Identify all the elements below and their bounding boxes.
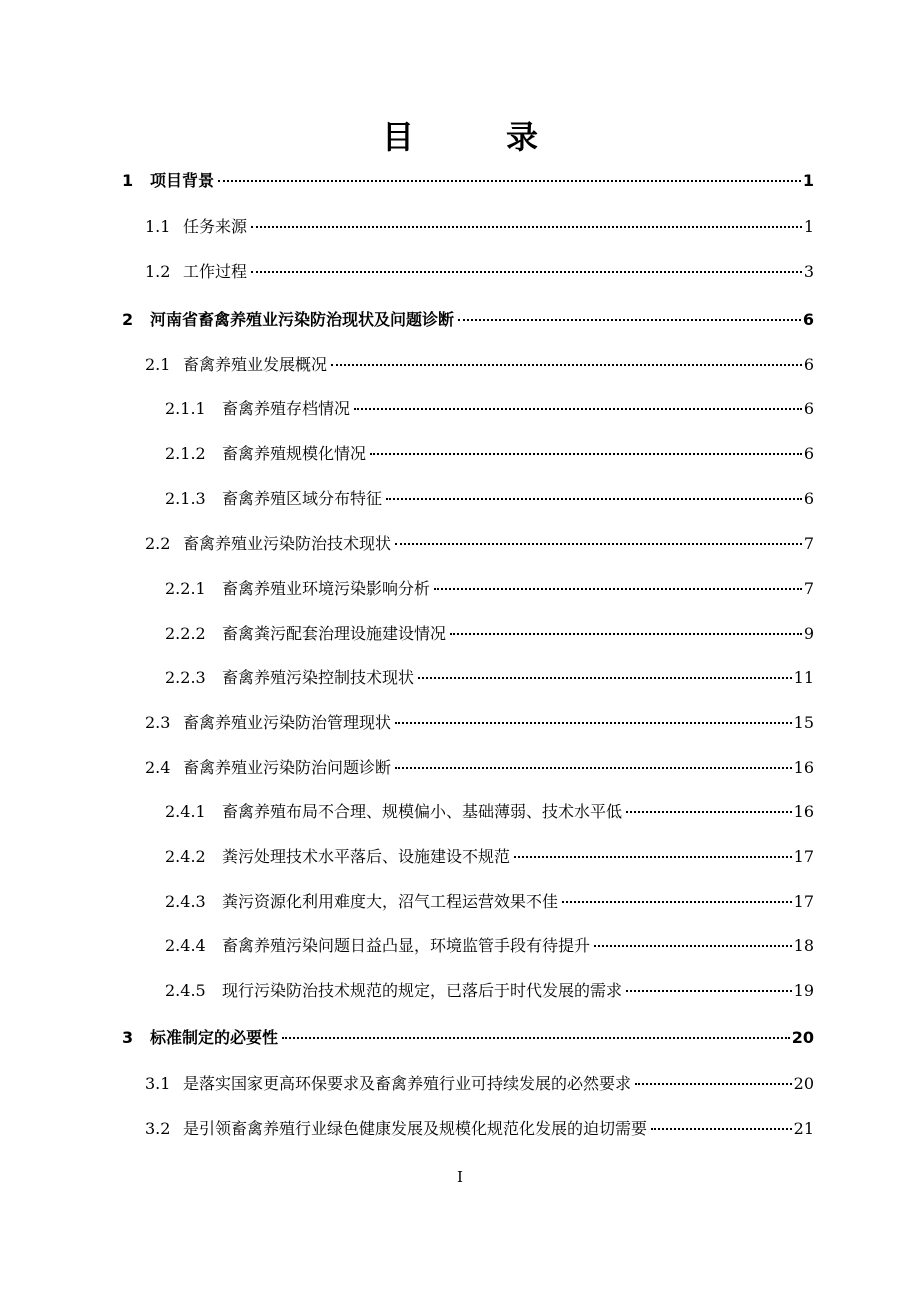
- toc-entry-number: 1.1: [145, 217, 171, 236]
- toc-entry-number: 2.4.1: [165, 802, 206, 821]
- toc-entry[interactable]: [145, 755, 814, 785]
- dot-leader: [282, 1037, 790, 1039]
- toc-entry[interactable]: [165, 978, 814, 1008]
- toc-entry-label: 任务来源: [183, 217, 248, 236]
- toc-entry-label: 畜禽养殖规模化情况: [222, 444, 367, 463]
- toc-entry-page: 7: [803, 534, 814, 553]
- toc-entry-number: 2.2.2: [165, 624, 206, 643]
- toc-entry-label: 畜禽养殖业污染防治问题诊断: [183, 758, 392, 777]
- dot-leader: [418, 677, 792, 679]
- toc-entry-number: 2.3: [145, 713, 171, 732]
- toc-entry-label: 现行污染防治技术规范的规定，已落后于时代发展的需求: [222, 981, 623, 1000]
- toc-entry[interactable]: [145, 1116, 814, 1146]
- toc-entry-page: 6: [803, 355, 814, 374]
- toc-entry[interactable]: [165, 665, 814, 695]
- toc-entry-number: 2.1.2: [165, 444, 206, 463]
- toc-entry-number: 2.4: [145, 758, 171, 777]
- toc-entry-number: 2.1: [145, 355, 171, 374]
- dot-leader: [514, 856, 792, 858]
- toc-title: 目 录: [381, 118, 568, 156]
- toc-entry[interactable]: [165, 621, 814, 651]
- toc-entry[interactable]: [145, 710, 814, 740]
- toc-entry-page: 6: [803, 399, 814, 418]
- toc-entry-label: 粪污资源化利用难度大，沼气工程运营效果不佳: [222, 892, 559, 911]
- toc-entry[interactable]: [145, 259, 814, 289]
- toc-entry-page: 15: [793, 713, 814, 732]
- dot-leader: [395, 543, 802, 545]
- toc-entry-page: 17: [793, 892, 814, 911]
- toc-entry-page: 21: [793, 1119, 814, 1138]
- dot-leader: [651, 1128, 792, 1130]
- toc-entry-label: 畜禽养殖存档情况: [222, 399, 351, 418]
- toc-entry-number: 3.1: [145, 1074, 171, 1093]
- dot-leader: [562, 901, 792, 903]
- toc-entry-label: 畜禽养殖污染问题日益凸显，环境监管手段有待提升: [222, 936, 591, 955]
- toc-entry-page: 19: [793, 981, 814, 1000]
- toc-entry-number: 2.4.4: [165, 936, 206, 955]
- toc-entry-label: 标准制定的必要性: [150, 1028, 279, 1047]
- toc-entry-number: 2.4.3: [165, 892, 206, 911]
- toc-entry[interactable]: [165, 889, 814, 919]
- dot-leader: [218, 180, 801, 182]
- toc-entry-page: 11: [793, 668, 814, 687]
- dot-leader: [626, 990, 792, 992]
- toc-entry-label: 畜禽养殖污染控制技术现状: [222, 668, 415, 687]
- page-number-footer: I: [457, 1168, 463, 1186]
- toc-entry-page: 6: [803, 444, 814, 463]
- toc-entry-page: 17: [793, 847, 814, 866]
- toc-entry-label: 畜禽粪污配套治理设施建设情况: [222, 624, 447, 643]
- toc-entry-page: 20: [793, 1074, 814, 1093]
- dot-leader: [395, 722, 792, 724]
- toc-entry[interactable]: [122, 1025, 814, 1055]
- dot-leader: [354, 408, 802, 410]
- dot-leader: [594, 945, 792, 947]
- toc-entry-page: 16: [793, 758, 814, 777]
- toc-entry-number: 2.2.1: [165, 579, 206, 598]
- dot-leader: [458, 319, 801, 321]
- toc-entry[interactable]: [165, 844, 814, 874]
- toc-entry-number: 2.1.1: [165, 399, 206, 418]
- dot-leader: [635, 1083, 792, 1085]
- toc-entry-page: 6: [802, 310, 814, 329]
- toc-entry-page: 16: [793, 802, 814, 821]
- toc-entry-number: 3.2: [145, 1119, 171, 1138]
- toc-entry-page: 18: [793, 936, 814, 955]
- toc-entry-label: 是落实国家更高环保要求及畜禽养殖行业可持续发展的必然要求: [183, 1074, 632, 1093]
- toc-entry[interactable]: [165, 396, 814, 426]
- toc-entry[interactable]: [145, 214, 814, 244]
- toc-entry[interactable]: [165, 799, 814, 829]
- dot-leader: [386, 498, 802, 500]
- toc-entry-label: 河南省畜禽养殖业污染防治现状及问题诊断: [150, 310, 455, 329]
- toc-entry[interactable]: [165, 441, 814, 471]
- toc-entry-number: 2: [122, 310, 134, 329]
- dot-leader: [395, 767, 792, 769]
- toc-entry-number: 3: [122, 1028, 134, 1047]
- dot-leader: [434, 588, 802, 590]
- toc-entry-page: 1: [802, 171, 814, 190]
- toc-entry-number: 2.4.5: [165, 981, 206, 1000]
- toc-entry-label: 项目背景: [150, 171, 215, 190]
- toc-entry-label: 畜禽养殖布局不合理、规模偏小、基础薄弱、技术水平低: [222, 802, 623, 821]
- toc-entry-number: 2.4.2: [165, 847, 206, 866]
- toc-entry[interactable]: [145, 531, 814, 561]
- dot-leader: [251, 271, 802, 273]
- toc-entry-label: 工作过程: [183, 262, 248, 281]
- toc-entry[interactable]: [165, 933, 814, 963]
- toc-entry-number: 1: [122, 171, 134, 190]
- toc-entry-number: 2.2: [145, 534, 171, 553]
- toc-entry-page: 7: [803, 579, 814, 598]
- dot-leader: [450, 633, 802, 635]
- toc-entry-label: 畜禽养殖业环境污染影响分析: [222, 579, 431, 598]
- dot-leader: [331, 364, 802, 366]
- toc-entry-label: 畜禽养殖业污染防治技术现状: [183, 534, 392, 553]
- dot-leader: [251, 226, 802, 228]
- toc-entry-number: 1.2: [145, 262, 171, 281]
- toc-entry-label: 畜禽养殖业污染防治管理现状: [183, 713, 392, 732]
- toc-entry-page: 1: [803, 217, 814, 236]
- toc-entry[interactable]: [145, 352, 814, 382]
- toc-entry-label: 畜禽养殖业发展概况: [183, 355, 328, 374]
- toc-entry[interactable]: [165, 486, 814, 516]
- dot-leader: [626, 811, 792, 813]
- toc-entry[interactable]: [122, 168, 814, 198]
- toc-entry[interactable]: [122, 307, 814, 337]
- toc-entry-number: 2.2.3: [165, 668, 206, 687]
- toc-entry[interactable]: [165, 576, 814, 606]
- toc-entry-label: 是引领畜禽养殖行业绿色健康发展及规模化规范化发展的迫切需要: [183, 1119, 648, 1138]
- toc-entry-page: 3: [803, 262, 814, 281]
- toc-entry-label: 畜禽养殖区域分布特征: [222, 489, 383, 508]
- toc-entry-page: 9: [803, 624, 814, 643]
- toc-entry[interactable]: [145, 1071, 814, 1101]
- dot-leader: [370, 453, 802, 455]
- toc-entry-number: 2.1.3: [165, 489, 206, 508]
- toc-entry-page: 20: [791, 1028, 814, 1047]
- toc-entry-label: 粪污处理技术水平落后、设施建设不规范: [222, 847, 511, 866]
- toc-entry-page: 6: [803, 489, 814, 508]
